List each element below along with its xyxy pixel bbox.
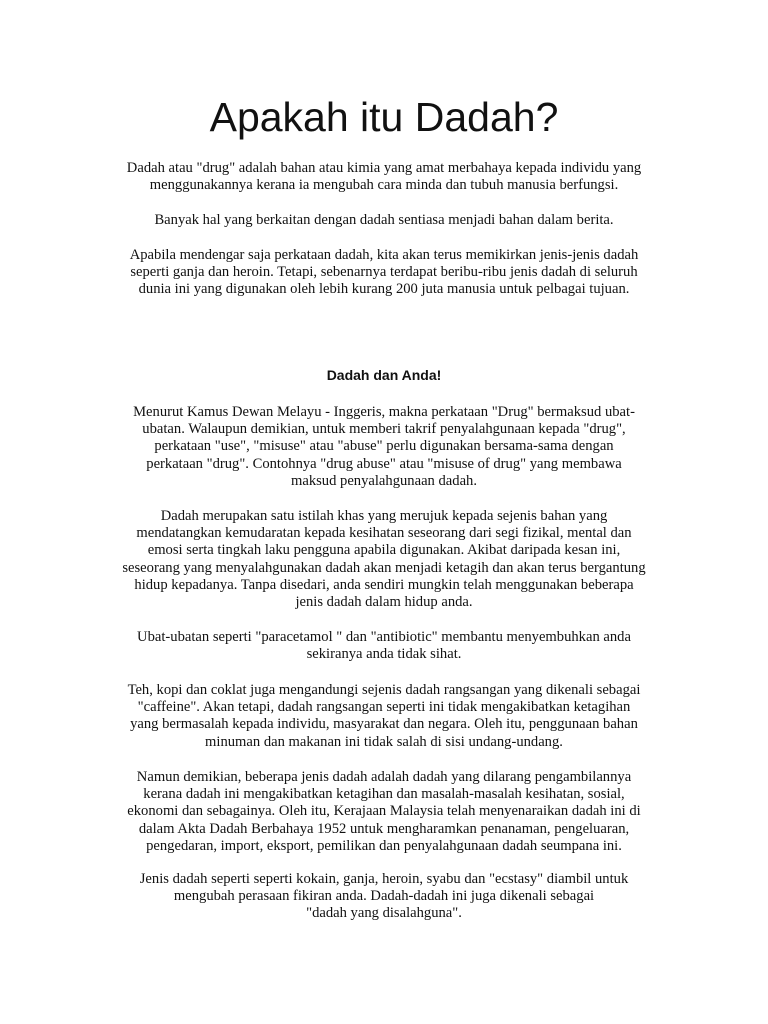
intro-paragraph: Banyak hal yang berkaitan dengan dadah sentiasa menjadi bahan dalam berita. [154, 212, 614, 228]
intro-paragraph: Apabila mendengar saja perkataan dadah, kita akan terus memikirkan jenis-jenis dadah seperti ganja dan heroin. Tetapi, sebenarnya terdapat beribu-ribu jenis dadah di seluruh dunia ini yang digunakan oleh lebih kurang 200 juta manusia untuk pelbagai tujuan. [129, 247, 639, 298]
section-paragraph: Ubat-ubatan seperti "paracetamol " dan "antibiotic" membantu menyembuhkan anda sekiranya anda tidak sihat. [137, 629, 631, 663]
section-paragraph: Dadah merupakan satu istilah khas yang merujuk kepada sejenis bahan yang mendatangkan kemudaratan kepada kesihatan seseorang dari segi fizikal, mental dan emosi serta tingkah laku pengguna apabila digunakan. Akibat daripada kesan ini, seseorang yang menyalahgunakan dadah akan menjadi ketagih dan akan terus bergantung hidup kepadanya. Tanpa disedari, anda sendiri mungkin telah menggunakan beberapa jenis dadah dalam hidup anda. [122, 508, 646, 611]
section-paragraph: Jenis dadah seperti seperti kokain, ganja, heroin, syabu dan "ecstasy" diambil untuk mengubah perasaan fikiran anda. Dadah-dadah ini juga dikenali sebagai "dadah yang disalahguna". [139, 871, 629, 922]
intro-paragraph: Dadah atau "drug" adalah bahan atau kimia yang amat merbahaya kepada individu yang menggunakannya kerana ia mengubah cara minda dan tubuh manusia berfungsi. [126, 160, 642, 194]
section-paragraph: Menurut Kamus Dewan Melayu - Inggeris, makna perkataan "Drug" bermaksud ubat- ubatan. Walaupun demikian, untuk memberi takrif penyalahgunaan kepada "drug", perkataan "use", "misuse" atau "abuse" perlu digunakan bersama-sama dengan perkataan "drug". Contohnya "drug abuse" atau "misuse of drug" yang membawa maksud penyalahgunaan dadah. [133, 404, 635, 489]
page-title: Apakah itu Dadah? [209, 94, 559, 140]
section-paragraph: Teh, kopi dan coklat juga mengandungi sejenis dadah rangsangan yang dikenali sebagai "caffeine". Akan tetapi, dadah rangsangan seperti ini tidak mengakibatkan ketagihan yang bermasalah kepada individu, masyarakat dan negara. Oleh itu, penggunaan bahan minuman dan makanan ini tidak salah di sisi undang-undang. [127, 682, 641, 750]
section-paragraph: Namun demikian, beberapa jenis dadah adalah dadah yang dilarang pengambilannya kerana dadah ini mengakibatkan ketagihan dan masalah-masalah kesihatan, sosial, ekonomi dan sebagainya. Oleh itu, Kerajaan Malaysia telah menyenaraikan dadah ini di dalam Akta Dadah Berbahaya 1952 untuk mengharamkan penanaman, pengeluaran, pengedaran, import, eksport, pemilikan dan penyalahgunaan dadah seumpana ini. [127, 769, 641, 854]
section-heading: Dadah dan Anda! [326, 367, 442, 383]
